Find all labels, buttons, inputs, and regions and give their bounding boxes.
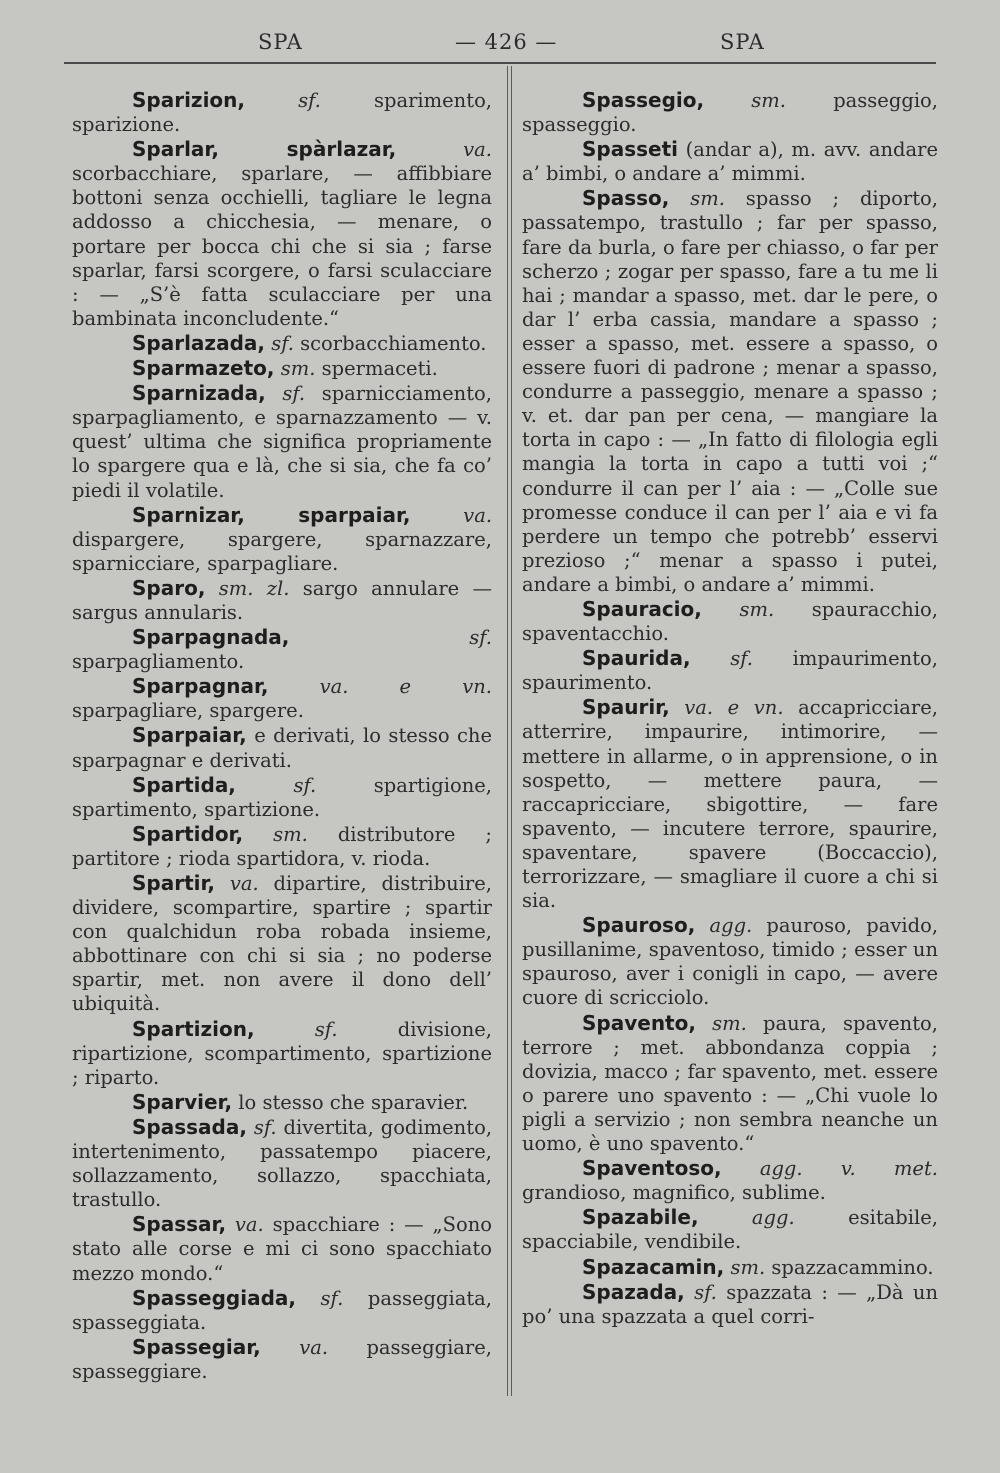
dictionary-entry	[72, 723, 492, 772]
dictionary-entry	[522, 186, 938, 597]
entry-headword: Spartidor,	[132, 821, 244, 846]
entry-definition: spacchiare : — „Sono stato alle corse e mi ci sono spacchiato mezzo mondo.“	[72, 1213, 492, 1285]
entry-definition: passeggiata, spasseggiata.	[72, 1286, 492, 1334]
dictionary-entry	[72, 1335, 492, 1384]
entry-definition: passeggio, spasseggio.	[522, 89, 938, 137]
entry-grammar: agg.	[709, 914, 753, 938]
entry-headword: Sparpagnar,	[132, 674, 269, 699]
entry-grammar: va.	[229, 872, 259, 895]
entry-grammar: sm.	[280, 357, 316, 381]
entry-definition: spasso ; diporto, passatempo, trastullo ; far per spasso, fare da burla, o fare per chiasso, o far per scherzo ; zogar per spasso, fare a tu me li hai ; mandar a spasso, met. dar le pere, o dar l’ erba cassia, mandare a spasso ; esser a spasso, met. essere a spasso, o essere fuori di padrone ; menar a spasso, condurre a passeggio, menare a spasso ; v. et. dar pan per cena, — mangiare la torta in capo : — „In fatto di filologia egli mangia la torta in capo a tutti voi ;“ condurre il can per l’ aia : — „Colle sue promesse conduce il can per l’ aia e vi fa perdere un tempo che potrebb’ esservi prezioso ;“ menar a spasso i putei, andare a bimbi, o andare a’ mimmi.	[522, 187, 938, 596]
dictionary-entry	[72, 381, 492, 502]
dictionary-entry	[72, 356, 492, 381]
dictionary-entry	[72, 674, 492, 723]
entry-definition: accapricciare, atterrire, impaurire, intimorire, — mettere in allarme, o in apprensione, o in sospetto, — mettere paura, — raccapricciare, sbigottire, — fare spavento, — incutere terrore, spaurire, spaventare, spavere (Boccaccio), terrorizzare, — smagliare il cuore a chi si sia.	[522, 696, 938, 913]
dictionary-entry	[72, 625, 492, 674]
dictionary-entry	[522, 1255, 938, 1280]
entry-headword: Spazada,	[582, 1279, 685, 1304]
entry-definition: dipartire, distribuire, dividere, scompartire, spartire ; spartir con qualchidun roba robada insieme, abbottinare con chi si sia ; no poderse spartir, met. non avere il dono dell’ ubiquità.	[72, 872, 492, 1016]
entry-grammar: sm.	[690, 187, 725, 211]
right-column	[522, 88, 938, 1329]
entry-headword: Sparnizar, sparpaiar,	[132, 502, 411, 527]
entry-definition: sparnicciamento, sparpagliamento, e sparnazzamento — v. quest’ ultima che significa propriamente lo spargere qua e là, che si sia, che fa co’ piedi il volatile.	[72, 382, 492, 502]
entry-grammar: sm.	[751, 89, 786, 112]
entry-definition: (andar a), m. avv. andare a’ bimbi, o andare a’ mimmi.	[522, 138, 938, 186]
entry-grammar: sf.	[469, 626, 492, 650]
entry-headword: Spauracio,	[582, 596, 702, 621]
dictionary-entry	[522, 1011, 938, 1157]
entry-definition: divisione, ripartizione, scompartimento, spartizione ; riparto.	[72, 1017, 493, 1089]
entry-definition: sparpagliamento.	[72, 650, 245, 674]
entry-grammar: va. e vn.	[684, 696, 784, 720]
entry-grammar: va.	[463, 138, 492, 162]
entry-headword: Spavento,	[582, 1010, 696, 1035]
entry-headword: Spassada,	[132, 1114, 247, 1139]
dictionary-entry	[72, 773, 492, 822]
dictionary-entry	[72, 822, 492, 871]
dictionary-entry	[72, 1286, 492, 1335]
entry-definition: lo stesso che sparavier.	[238, 1090, 469, 1114]
entry-grammar: sf.	[298, 89, 321, 112]
dictionary-entry	[522, 1205, 938, 1254]
entry-grammar: sf.	[282, 382, 306, 406]
entry-definition: esitabile, spacciabile, vendibile.	[522, 1206, 939, 1254]
entry-headword: Spassar,	[132, 1212, 227, 1237]
entry-headword: Spaurir,	[582, 695, 670, 720]
entry-headword: Spasso,	[582, 186, 670, 211]
entry-grammar: sm.	[739, 597, 775, 621]
entry-definition: spartigione, spartimento, spartizione.	[72, 773, 493, 821]
entry-headword: Sparo,	[132, 575, 206, 600]
dictionary-entry	[72, 331, 492, 356]
entry-headword: Spaurida,	[582, 646, 691, 671]
entry-definition: e derivati, lo stesso che sparpagnar e derivati.	[72, 724, 492, 772]
entry-grammar: sf.	[730, 647, 753, 671]
entry-headword: Spartir,	[132, 871, 216, 895]
entry-definition: spazzacammino.	[771, 1255, 934, 1279]
dictionary-entry	[522, 646, 938, 695]
entry-definition: dispargere, spargere, sparnazzare, sparnicciare, sparpagliare.	[72, 527, 492, 575]
dictionary-entry	[72, 88, 492, 137]
entry-headword: Spaventoso,	[582, 1156, 722, 1181]
entry-definition: scorbacchiare, sparlare, — affibbiare bottoni senza occhielli, tagliare le legna addosso a chicchesia, — menare, o portare per bocca chi che si sia ; farse sparlar, farsi scorgere, o farsi sculacciare : — „S’è fatta sculacciare per una bambinata inconcludente.“	[72, 162, 492, 330]
entry-definition: sparpagliare, spargere.	[72, 699, 304, 723]
dictionary-entry	[522, 137, 938, 186]
entry-headword: Spartida,	[132, 772, 236, 797]
entry-definition: sargo annulare — sargus annularis.	[72, 576, 493, 624]
dictionary-entry	[522, 913, 938, 1010]
entry-headword: Sparvier,	[132, 1089, 233, 1114]
header-right-guide-word: SPA	[720, 30, 765, 54]
header-rule	[64, 62, 936, 64]
entry-grammar: va. e vn.	[319, 675, 492, 699]
dictionary-entry	[72, 137, 492, 331]
dictionary-entry	[72, 871, 492, 1017]
entry-definition: impaurimento, spaurimento.	[522, 647, 938, 695]
dictionary-entry	[72, 1212, 492, 1285]
entry-headword: Sparpaiar,	[132, 723, 247, 748]
entry-headword: Sparizion,	[132, 88, 246, 112]
entry-definition: passeggiare, spasseggiare.	[72, 1335, 492, 1383]
entry-definition: pauroso, pavido, pusillanime, spaventoso, timido ; esser un spauroso, aver i conigli in capo, — avere cuore di scricciolo.	[522, 914, 939, 1010]
entry-grammar: sm.	[273, 822, 308, 846]
entry-headword: Spasseggiada,	[132, 1285, 296, 1310]
dictionary-entry	[522, 695, 938, 913]
entry-grammar: sf.	[271, 331, 294, 355]
entry-grammar: sf.	[253, 1115, 277, 1139]
entry-definition: sparimento, sparizione.	[72, 89, 493, 137]
dictionary-entry	[522, 1280, 938, 1329]
entry-headword: Sparlar, spàrlazar,	[132, 137, 397, 162]
dictionary-entry	[522, 1156, 938, 1205]
entry-definition: paura, spavento, terrore ; met. abbondanza coppia ; dovizia, macco ; far spavento, met. essere o parere uno spavento : — „Chi vuole lo pigli a servizio ; non sembra neanche un uomo, è uno spavento.“	[522, 1011, 938, 1156]
column-divider	[507, 66, 512, 1396]
entry-headword: Spassegiar,	[132, 1334, 261, 1359]
entry-headword: Spauroso,	[582, 913, 696, 938]
entry-grammar: va.	[234, 1213, 264, 1237]
page-number: — 426 —	[455, 30, 558, 54]
entry-definition: spauracchio, spaventacchio.	[522, 597, 938, 646]
entry-grammar: sm. zl.	[218, 576, 290, 600]
dictionary-entry	[72, 1090, 492, 1115]
entry-grammar: va.	[299, 1335, 329, 1359]
header-left-guide-word: SPA	[258, 30, 303, 54]
entry-headword: Spartizion,	[132, 1016, 255, 1041]
entry-headword: Sparlazada,	[132, 330, 265, 355]
dictionary-entry	[522, 88, 938, 137]
entry-definition: distributore ; partitore ; rioda spartidora, v. rioda.	[72, 822, 492, 870]
entry-grammar: sm.	[730, 1255, 766, 1279]
entry-grammar: sf.	[314, 1017, 338, 1041]
entry-headword: Spassegio,	[582, 88, 705, 112]
entry-grammar: va.	[463, 503, 493, 527]
dictionary-entry	[72, 503, 492, 576]
dictionary-entry	[72, 1017, 492, 1090]
entry-definition: divertita, godimento, intertenimento, passatempo piacere, sollazzamento, sollazzo, spacchiata, trastullo.	[72, 1115, 493, 1212]
entry-definition: spazzata : — „Dà un po’ una spazzata a quel corri-	[522, 1280, 939, 1328]
entry-grammar: sm.	[712, 1011, 747, 1035]
entry-definition: grandioso, magnifico, sublime.	[522, 1181, 826, 1205]
entry-definition: scorbacchiamento.	[300, 331, 487, 355]
entry-grammar: sf.	[694, 1280, 717, 1304]
entry-headword: Spazacamin,	[582, 1254, 725, 1279]
entry-definition: spermaceti.	[321, 357, 438, 381]
entry-grammar: agg.	[751, 1206, 795, 1230]
left-column	[72, 88, 492, 1384]
entry-grammar: sf.	[293, 773, 317, 797]
dictionary-entry	[72, 1115, 492, 1212]
entry-headword: Spasseti	[582, 137, 679, 162]
dictionary-entry	[522, 597, 938, 646]
entry-grammar: agg. v. met.	[759, 1157, 939, 1181]
entry-headword: Sparnizada,	[132, 381, 266, 406]
entry-headword: Sparpagnada,	[132, 625, 290, 650]
entry-grammar: sf.	[320, 1286, 344, 1310]
entry-headword: Spazabile,	[582, 1205, 699, 1230]
entry-headword: Sparmazeto,	[132, 356, 275, 381]
dictionary-entry	[72, 576, 492, 625]
